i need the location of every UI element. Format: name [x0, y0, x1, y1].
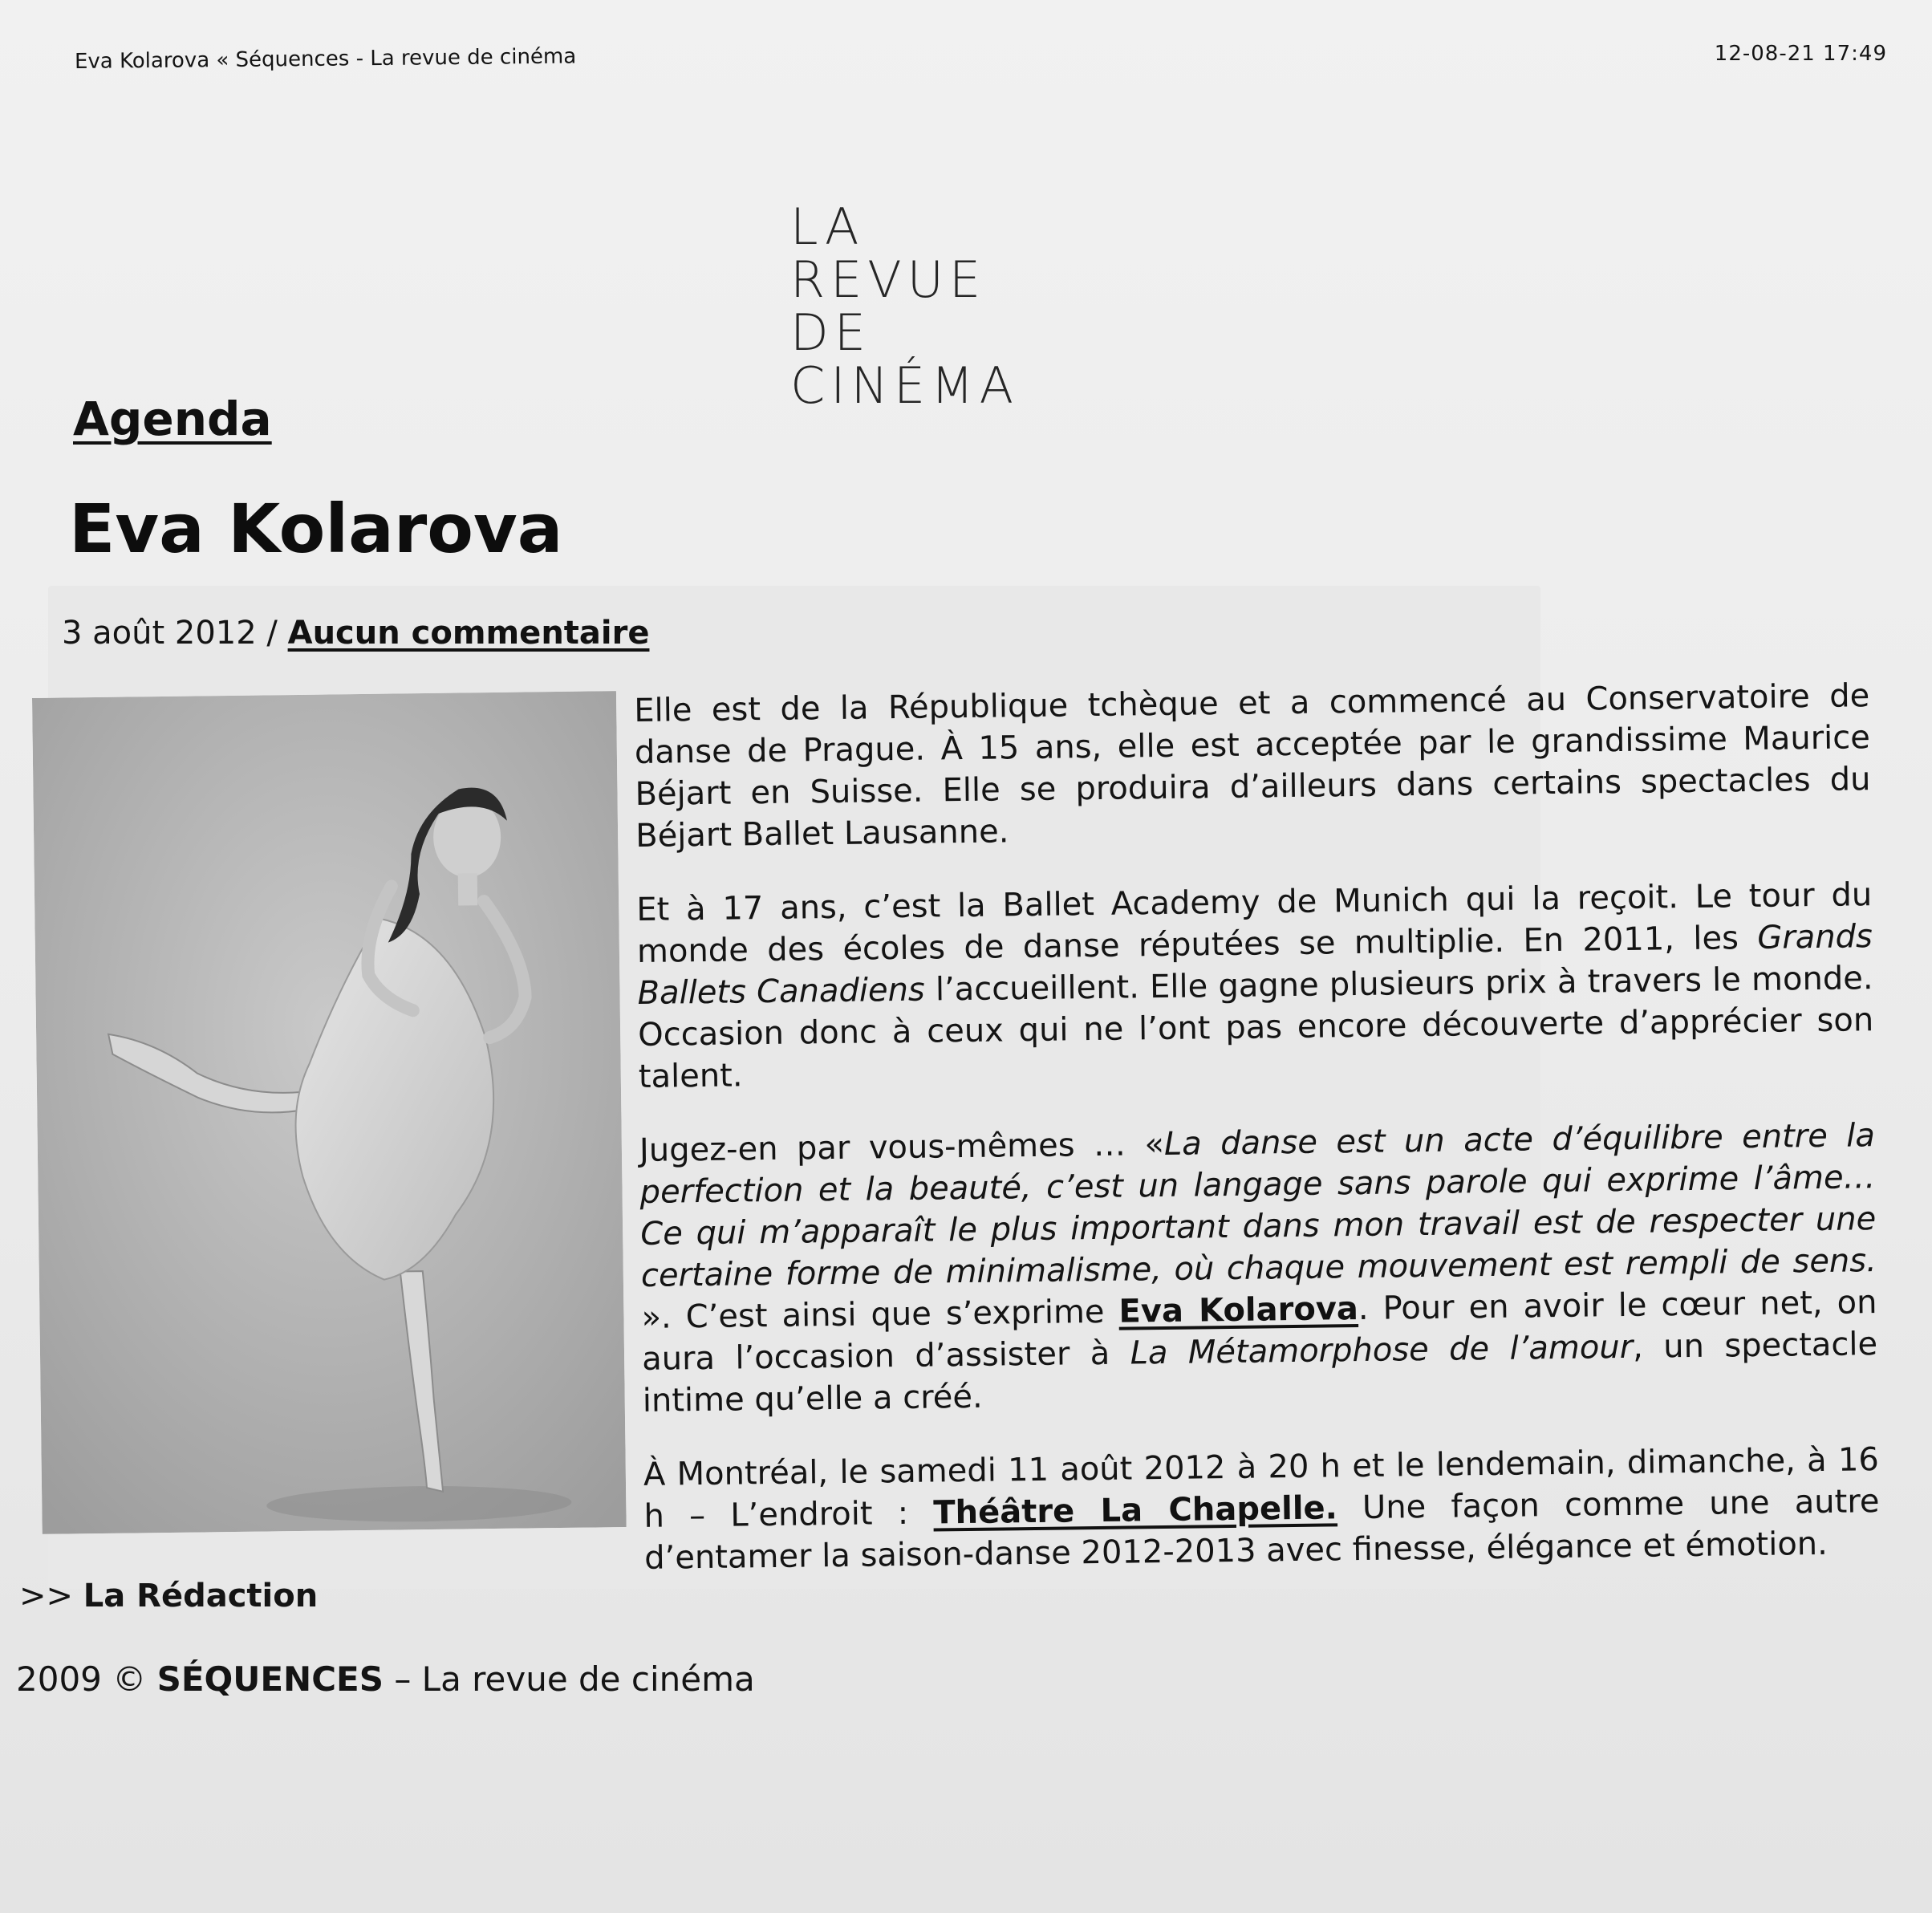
paragraph-4-text-a: À Montréal, le samedi 11 août 2012 à 20 h et le lendemain, dimanche, à 16 h – L’endroit :	[643, 1441, 1880, 1535]
post-date: 3 août 2012	[62, 615, 257, 652]
paragraph-4	[643, 1439, 1881, 1579]
paragraph-3	[639, 1115, 1878, 1422]
dancer-photo	[32, 691, 627, 1534]
show-title: La Métamorphose de l’amour	[1130, 1328, 1634, 1372]
article-body	[634, 675, 1881, 1611]
print-header-title: Eva Kolarova « Séquences - La revue de cinéma	[74, 44, 577, 74]
footer-brand: SÉQUENCES	[156, 1659, 384, 1699]
print-header-datetime: 12-08-21 17:49	[1714, 42, 1887, 66]
logo-line-1: LA REVUE	[790, 197, 987, 309]
comments-link[interactable]: Aucun commentaire	[287, 615, 650, 652]
post-meta	[62, 615, 649, 652]
dancer-quote: La danse est un acte d’équilibre entre la perfection et la beauté, c’est un langage sans parole qui exprime l’âme… Ce qui m’apparaît le plus important dans mon travail est de respecter une certaine forme de minimalisme, où chaque mouvement est rempli de sens.	[639, 1117, 1877, 1294]
paragraph-1	[634, 675, 1871, 857]
category-link[interactable]: Agenda	[73, 392, 272, 446]
footer-tagline: – La revue de cinéma	[383, 1659, 755, 1699]
signature-prefix: >>	[19, 1578, 74, 1614]
signature	[19, 1578, 318, 1614]
paragraph-3-text-c: . Pour en avoir le cœur net, on aura l’occasion d’assister à	[641, 1284, 1877, 1378]
post-title: Eva Kolarova	[69, 489, 563, 568]
company-name: Grands Ballets Canadiens	[637, 918, 1873, 1012]
footer-copyright: 2009 ©	[16, 1659, 147, 1699]
meta-separator: /	[256, 615, 288, 652]
paragraph-3-text-d: , un spectacle intime qu’elle a créé.	[642, 1326, 1878, 1420]
paragraph-1-text: Elle est de la République tchèque et a commencé au Conservatoire de danse de Prague. À 15 ans, elle est acceptée par le grandissime Maurice Béjart en Suisse. Elle se produira d’ailleurs dans certains spectacles du Béjart Ballet Lausanne.	[634, 677, 1871, 855]
dancer-photo-image	[32, 691, 627, 1534]
logo-line-2: DE CINÉMA	[790, 303, 1020, 415]
site-footer	[16, 1659, 755, 1699]
paragraph-2-text-a: Et à 17 ans, c’est la Ballet Academy de Munich qui la reçoit. Le tour du monde des écoles de danse réputées se multiplie. En 2011, les	[636, 876, 1873, 970]
paragraph-3-text-a: Jugez-en par vous-mêmes … «	[639, 1125, 1165, 1169]
eva-kolarova-link[interactable]: Eva Kolarova	[1118, 1290, 1359, 1330]
paragraph-2-text-b: l’accueillent. Elle gagne plusieurs prix à travers le monde. Occasion donc à ceux qui ne l’ont pas encore découverte d’apprécier son talent.	[637, 960, 1874, 1095]
signature-author: La Rédaction	[83, 1578, 319, 1614]
paragraph-2	[636, 874, 1874, 1098]
paragraph-3-text-b: ». C’est ainsi que s’exprime	[641, 1293, 1119, 1336]
site-logo[interactable]	[790, 197, 1055, 415]
theatre-link[interactable]: Théâtre La Chapelle.	[933, 1489, 1338, 1532]
paragraph-4-text-b: Une façon comme une autre d’entamer la saison-danse 2012-2013 avec finesse, élégance et émotion.	[643, 1483, 1880, 1577]
